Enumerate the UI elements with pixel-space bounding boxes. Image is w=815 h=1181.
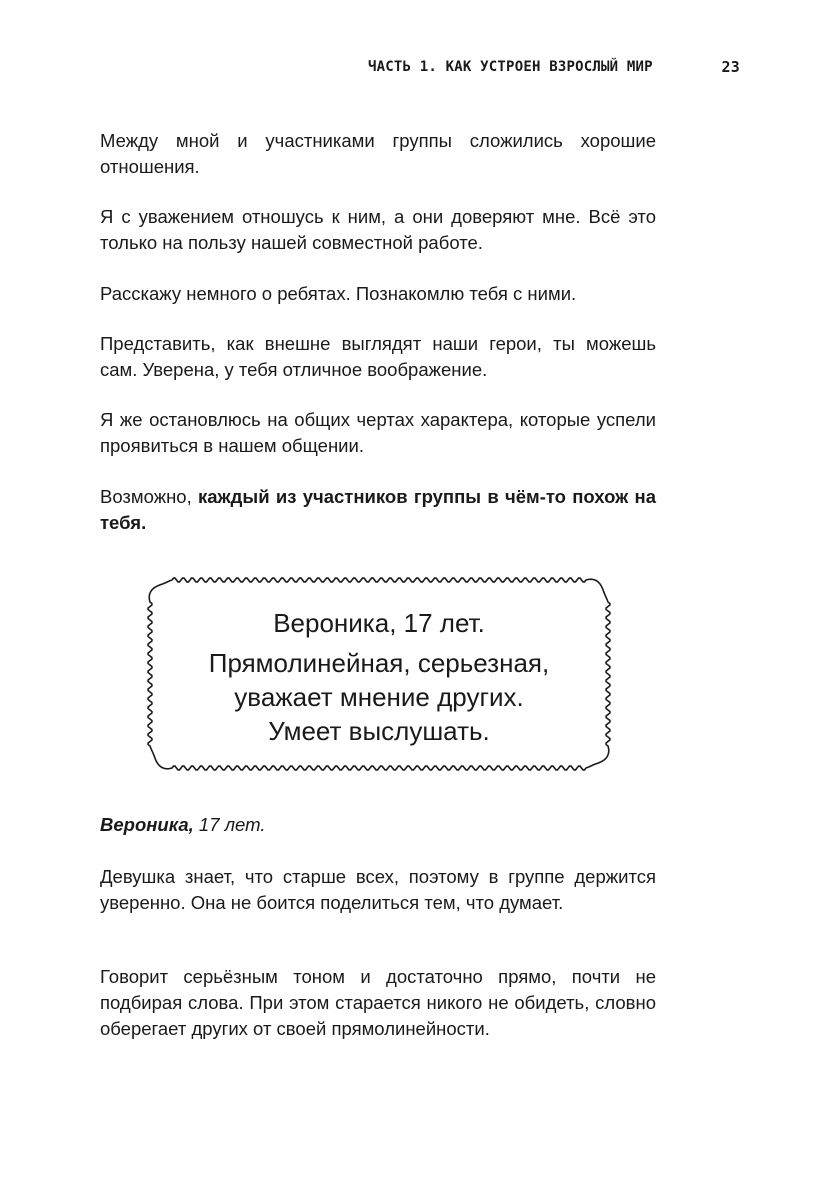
paragraph-text: Я с уважением отношусь к ним, а они доверяют мне. Всё это только на пользу нашей совместной работе.: [100, 206, 656, 253]
paragraph-text: Представить, как внешне выглядят наши герои, ты можешь сам. Уверена, у тебя отличное воображение.: [100, 333, 656, 380]
profile-heading: [100, 812, 656, 838]
profile-age: 17 лет.: [193, 814, 266, 835]
paragraph-text: Расскажу немного о ребятах. Познакомлю тебя с ними.: [100, 283, 577, 304]
paragraph-lead: Возможно,: [100, 486, 198, 507]
paragraph-respect: [100, 204, 656, 256]
paragraph-tone: [100, 964, 656, 1042]
character-card-text: [140, 606, 618, 748]
paragraph-intro: [100, 281, 656, 307]
character-card: [140, 570, 618, 778]
profile-heading-text: [100, 812, 656, 838]
paragraph-text: Между мной и участниками группы сложились хорошие отношения.: [100, 130, 656, 177]
paragraph-text: Я же остановлюсь на общих чертах характера, которые успели проявиться в нашем общении.: [100, 409, 656, 456]
character-name: Вероника, 17 лет.: [273, 608, 485, 638]
running-header: [368, 52, 740, 82]
paragraph-similarity: [100, 484, 656, 536]
character-trait-line: Умеет выслушать.: [268, 716, 490, 746]
paragraph-relations: [100, 128, 656, 180]
section-title: ЧАСТЬ 1. КАК УСТРОЕН ВЗРОСЛЫЙ МИР: [368, 59, 653, 75]
paragraph-text: Девушка знает, что старше всех, поэтому в группе держится уверенно. Она не боится поделиться тем, что думает.: [100, 866, 656, 913]
paragraph-traits: [100, 407, 656, 459]
profile-name: Вероника,: [100, 814, 194, 835]
paragraph-text: Говорит серьёзным тоном и достаточно прямо, почти не подбирая слова. При этом старается никого не обидеть, словно оберегает других от своей прямолинейности.: [100, 966, 656, 1039]
character-trait-line: уважает мнение других.: [234, 682, 524, 712]
character-trait-line: Прямолинейная, серьезная,: [208, 648, 550, 678]
paragraph-imagine: [100, 331, 656, 383]
emphasis-text: каждый из участников группы в чём-то похож на тебя.: [100, 486, 656, 533]
paragraph-text: [100, 484, 656, 536]
page-number: 23: [721, 58, 740, 76]
paragraph-confidence: [100, 864, 656, 916]
